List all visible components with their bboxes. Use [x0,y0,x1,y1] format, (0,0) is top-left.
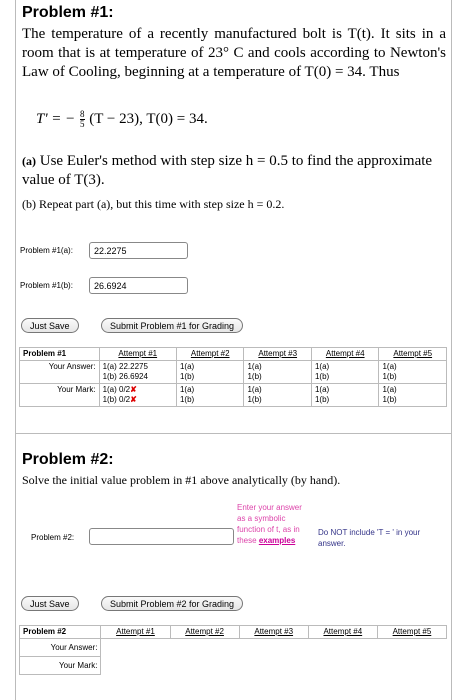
answer-note: Do NOT include 'T = ' in your answer. [318,528,421,548]
examples-link[interactable]: examples [258,536,296,545]
answer-b-input[interactable]: 26.6924 [89,277,188,294]
answer-cell-b: 1(b) 26.6924 [102,372,148,381]
problem-2-title: Problem #2: [22,451,114,468]
mark-b-text: 1(b) 0/2 [102,395,131,404]
wrong-icon: ✘ [130,395,137,404]
your-mark-label: Your Mark: [20,384,100,407]
attempt-3-link[interactable]: Attempt #3 [244,348,312,361]
answer-cell [176,361,244,384]
mark-cell-b: 1(b) [382,395,397,404]
attempts-table-2 [19,625,447,675]
empty-row [101,657,447,675]
hint-text: Enter your answer as a symbolic function of t, as in these [237,503,302,545]
answer-a-label: Problem #1(a): [20,246,73,255]
table-row [20,657,447,675]
answer-b-label: Problem #1(b): [20,281,73,290]
mark-a-text: 1(a) 0/2 [102,385,131,394]
answer-cell-a: 1(a) [247,362,262,371]
table-header-problem: Problem #1 [20,348,100,361]
attempt-5-link[interactable]: Attempt #5 [379,348,447,361]
fraction [80,110,85,129]
answer-cell-a: 1(a) [314,362,330,371]
attempt-1-link[interactable]: Attempt #1 [101,626,170,639]
fraction-denominator: 5 [80,119,85,129]
mark-cell-a: 1(a) [179,385,195,394]
table-header-problem: Problem #2 [20,626,101,639]
just-save-button[interactable]: Just Save [21,318,79,333]
answer-cell-b: 1(b) [314,372,330,381]
attempt-3-link[interactable]: Attempt #3 [239,626,308,639]
part-a-text: Use Euler's method with step size h = 0.5 to find the approximate value of T(3). [22,153,433,188]
mark-cell-a: 1(a) [382,385,397,394]
answer-format-hint [237,502,311,546]
table-row [20,361,447,384]
problem-2-answer-input[interactable] [89,528,234,545]
submit-problem-1-button[interactable]: Submit Problem #1 for Grading [101,318,243,333]
mark-cell-a [103,385,173,395]
mark-cell-b: 1(b) [179,395,195,404]
fraction-numerator: 8 [80,109,85,119]
equation-left: T' = − [36,110,76,127]
your-answer-label: Your Answer: [20,361,100,384]
section-divider [16,433,451,434]
answer-cell-b: 1(b) [382,372,397,381]
table-row [20,639,447,657]
part-b: (b) Repeat part (a), but this time with step size h = 0.2. [22,197,285,211]
attempt-2-link[interactable]: Attempt #2 [170,626,239,639]
mark-cell [176,384,244,407]
table-header-row [20,626,447,639]
mark-cell [244,384,312,407]
ode-equation [36,110,208,129]
problem-container [15,0,452,700]
problem-2-answer-label: Problem #2: [31,533,75,542]
mark-cell-a: 1(a) [247,385,262,394]
part-a [22,152,446,190]
mark-cell-b [103,395,173,405]
attempt-5-link[interactable]: Attempt #5 [377,626,446,639]
part-a-label: (a) [22,154,36,168]
empty-row [101,639,447,657]
wrong-icon: ✘ [130,385,137,394]
table-header-row [20,348,447,361]
attempt-2-link[interactable]: Attempt #2 [176,348,244,361]
answer-cell [99,361,176,384]
answer-a-input[interactable]: 22.2275 [89,242,188,259]
attempt-1-link[interactable]: Attempt #1 [99,348,176,361]
answer-cell-a: 1(a) [382,362,397,371]
mark-cell [379,384,447,407]
attempts-table-1 [19,347,447,407]
answer-cell [379,361,447,384]
mark-cell [311,384,379,407]
mark-cell-b: 1(b) [247,395,262,404]
answer-cell-a: 1(a) 22.2275 [102,362,148,371]
problem-1-statement: The temperature of a recently manufactured bolt is T(t). It sits in a room that is at temperature of 23° C and cools according to Newton's Law of Cooling, beginning at a temperature of T(0) = 34. Thus [22,26,446,80]
your-mark-label: Your Mark: [20,657,101,675]
answer-cell [244,361,312,384]
attempt-4-link[interactable]: Attempt #4 [311,348,379,361]
submit-problem-2-button[interactable]: Submit Problem #2 for Grading [101,596,243,611]
answer-cell-b: 1(b) [247,372,262,381]
answer-cell-b: 1(b) [179,372,195,381]
just-save-button-2[interactable]: Just Save [21,596,79,611]
answer-cell-a: 1(a) [179,362,195,371]
table-row [20,384,447,407]
your-answer-label: Your Answer: [20,639,101,657]
attempt-4-link[interactable]: Attempt #4 [308,626,377,639]
equation-right: (T − 23), T(0) = 34. [89,110,208,127]
mark-cell-b: 1(b) [314,395,330,404]
mark-cell [99,384,176,407]
problem-2-statement: Solve the initial value problem in #1 above analytically (by hand). [22,473,341,487]
mark-cell-a: 1(a) [314,385,330,394]
problem-1-title: Problem #1: [22,4,114,21]
answer-cell [311,361,379,384]
